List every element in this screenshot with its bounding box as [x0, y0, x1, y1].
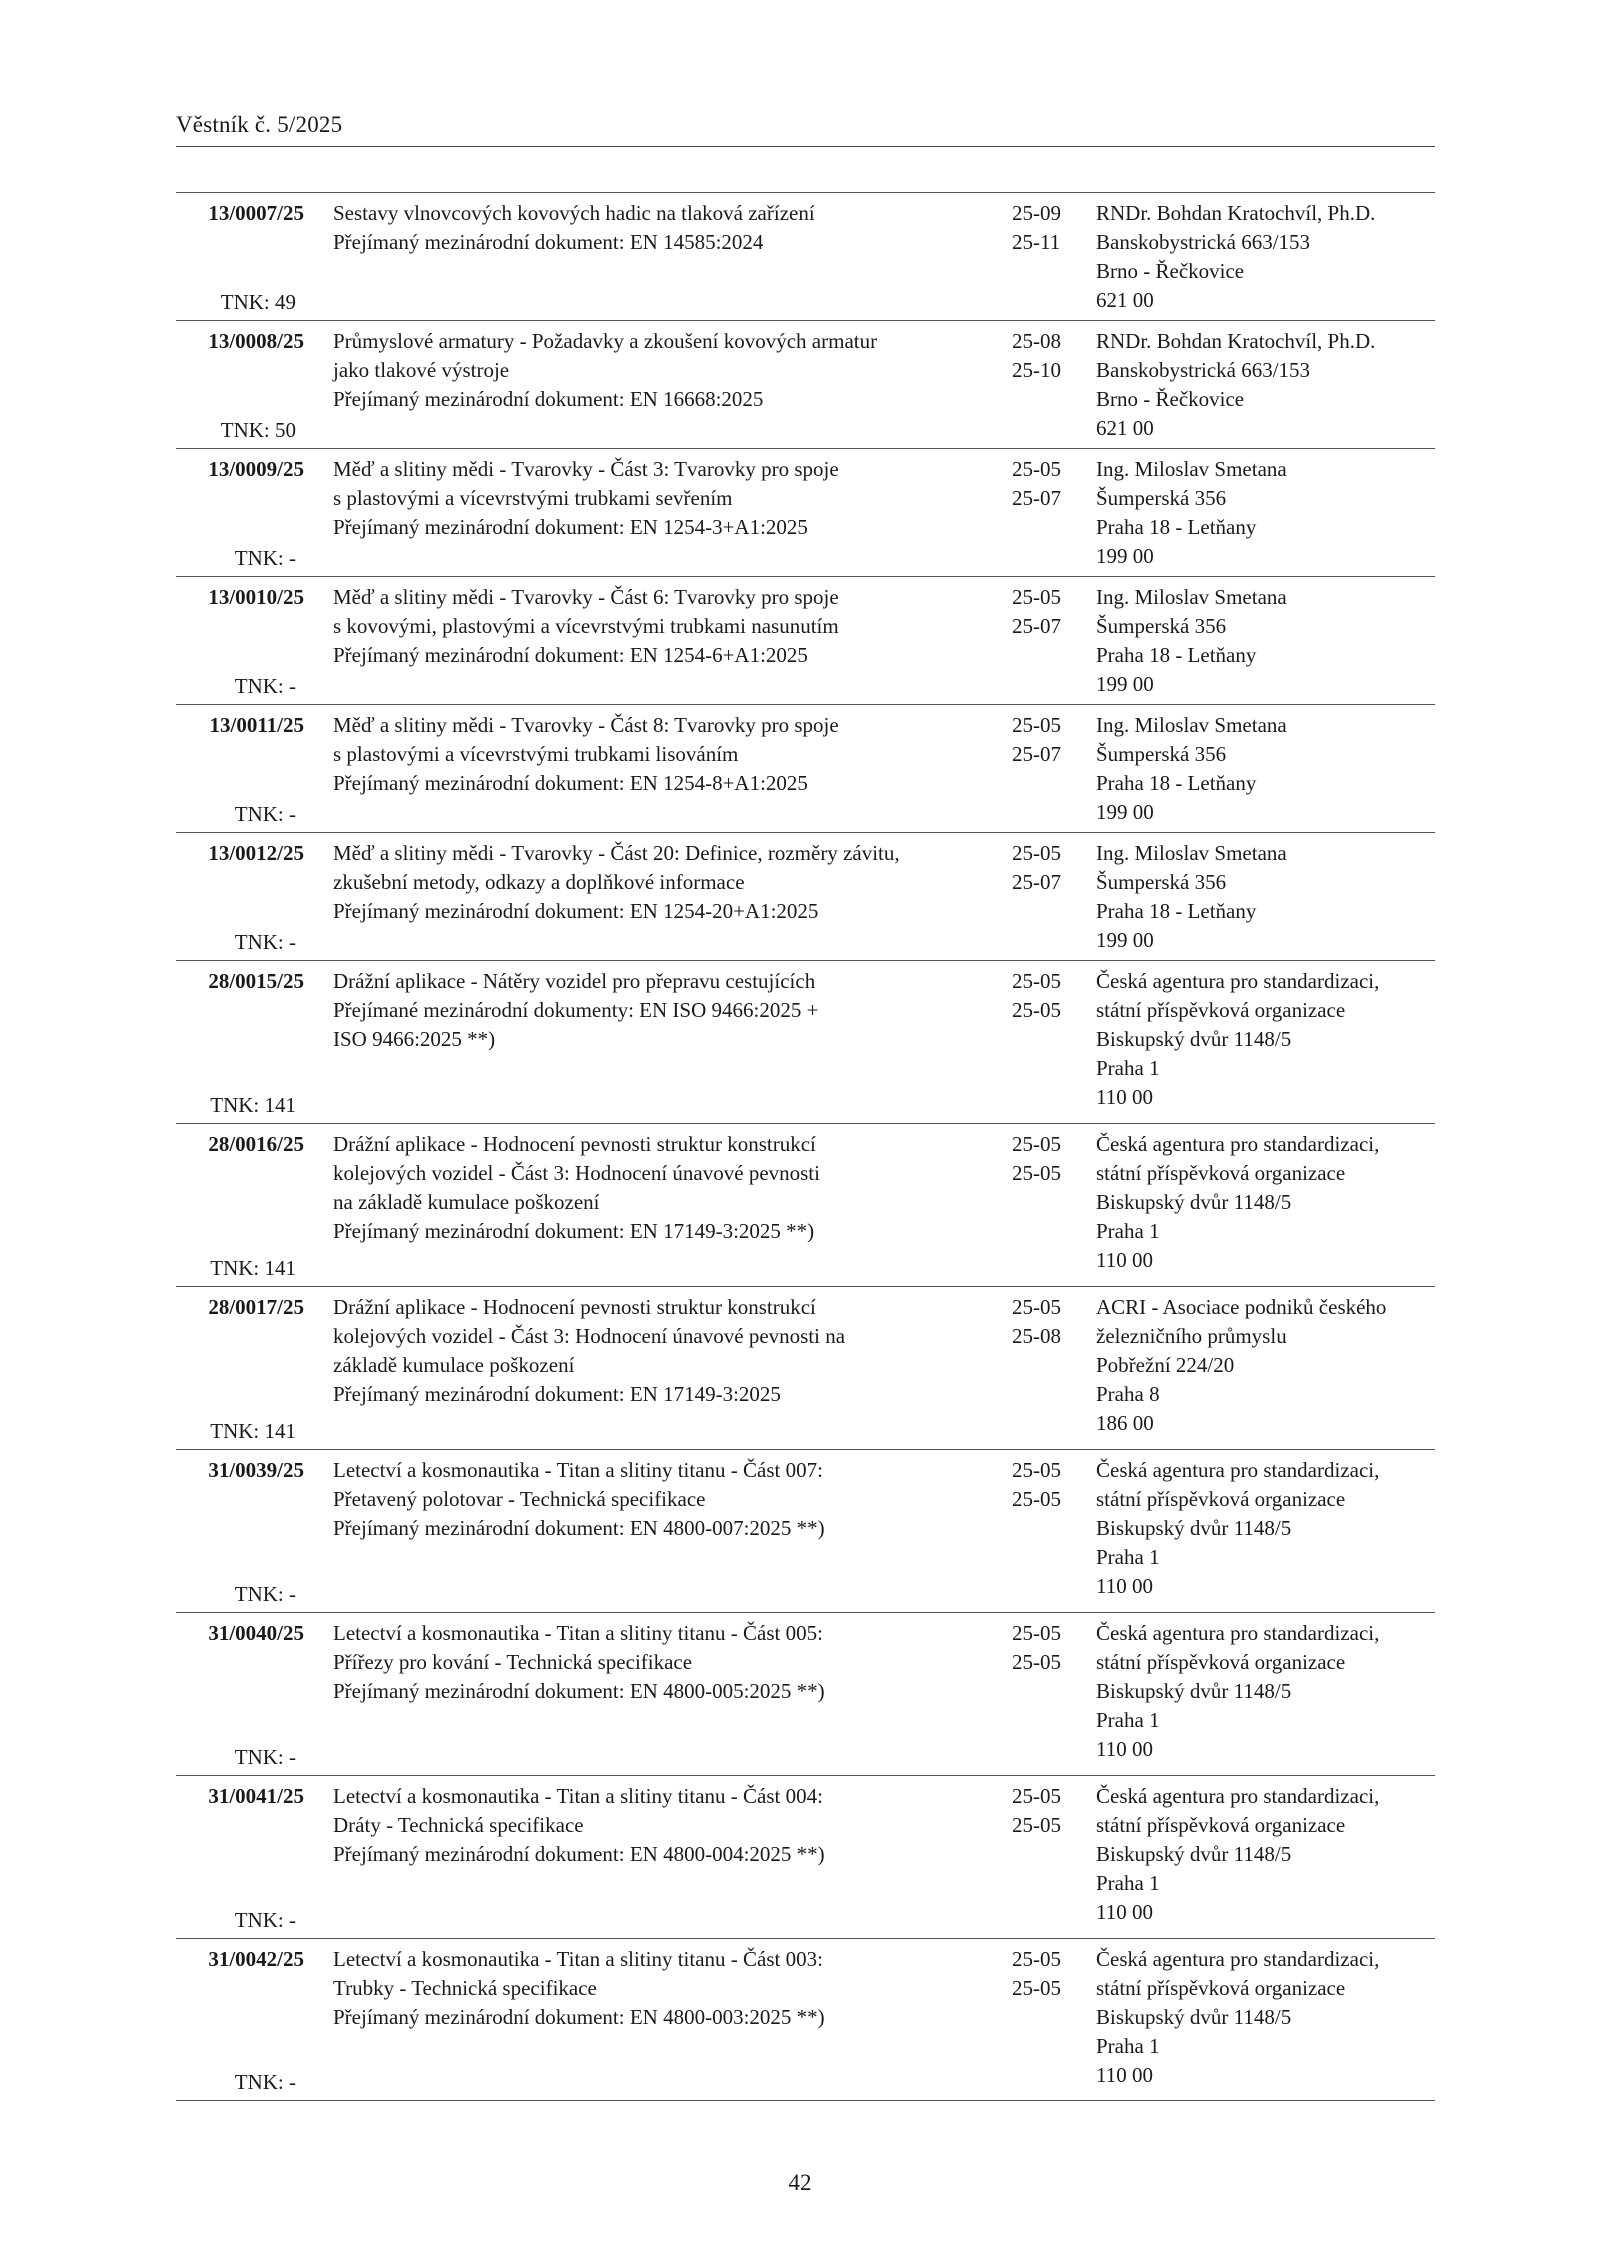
table-row: [176, 1449, 1435, 1612]
entry-tnk: TNK: -: [234, 1908, 296, 1932]
table-row: [176, 704, 1435, 832]
entry-tnk: TNK: 141: [210, 1093, 296, 1117]
entry-processor: Česká agentura pro standardizaci, státní příspěvková organizace Biskupský dvůr 1148/5 Praha 1 110 00: [1096, 1132, 1380, 1272]
entry-title: Měď a slitiny mědi - Tvarovky - Část 3: Tvarovky pro spoje s plastovými a vícevrstvými trubkami sevřením Přejímaný mezinárodní dokument: EN 1254-3+A1:2025: [333, 457, 839, 539]
page-number: 42: [788, 2170, 812, 2195]
entry-dates: 25-05 25-05: [1012, 1784, 1061, 1837]
entry-number: 31/0039/25: [208, 1458, 304, 1482]
entry-tnk: TNK: -: [234, 674, 296, 698]
entry-title: Letectví a kosmonautika - Titan a slitiny titanu - Část 004: Dráty - Technická specifikace Přejímaný mezinárodní dokument: EN 4800-004:2025 **): [333, 1784, 825, 1866]
entry-processor: Ing. Miloslav Smetana Šumperská 356 Praha 18 - Letňany 199 00: [1096, 841, 1287, 952]
entry-number: 13/0009/25: [208, 457, 304, 481]
table-row: [176, 960, 1435, 1123]
entry-number: 13/0012/25: [208, 841, 304, 865]
entry-tnk: TNK: -: [234, 802, 296, 826]
table-row: [176, 1612, 1435, 1775]
entry-title: Sestavy vlnovcových kovových hadic na tlaková zařízení Přejímaný mezinárodní dokument: EN 14585:2024: [333, 201, 815, 254]
entry-number: 13/0010/25: [208, 585, 304, 609]
table-row: [176, 192, 1435, 320]
entry-tnk: TNK: -: [234, 2070, 296, 2094]
table-row: [176, 1938, 1435, 2101]
entry-processor: Ing. Miloslav Smetana Šumperská 356 Praha 18 - Letňany 199 00: [1096, 457, 1287, 568]
entry-number: 13/0007/25: [208, 201, 304, 225]
entry-dates: 25-05 25-08: [1012, 1295, 1061, 1348]
entry-tnk: TNK: -: [234, 1745, 296, 1769]
table-row: [176, 1123, 1435, 1286]
table-row: [176, 1775, 1435, 1938]
entry-dates: 25-09 25-11: [1012, 201, 1061, 254]
entry-dates: 25-05 25-07: [1012, 841, 1061, 894]
table-row: [176, 448, 1435, 576]
entry-dates: 25-05 25-05: [1012, 1621, 1061, 1674]
entry-tnk: TNK: -: [234, 930, 296, 954]
entry-number: 31/0040/25: [208, 1621, 304, 1645]
entry-dates: 25-05 25-07: [1012, 457, 1061, 510]
entry-dates: 25-05 25-05: [1012, 969, 1061, 1022]
entry-title: Měď a slitiny mědi - Tvarovky - Část 8: Tvarovky pro spoje s plastovými a vícevrstvými trubkami lisováním Přejímaný mezinárodní dokument: EN 1254-8+A1:2025: [333, 713, 839, 795]
entry-processor: Česká agentura pro standardizaci, státní příspěvková organizace Biskupský dvůr 1148/5 Praha 1 110 00: [1096, 1784, 1380, 1924]
entry-dates: 25-08 25-10: [1012, 329, 1061, 382]
entry-processor: ACRI - Asociace podniků českého železničního průmyslu Pobřežní 224/20 Praha 8 186 00: [1096, 1295, 1387, 1435]
entry-title: Letectví a kosmonautika - Titan a slitiny titanu - Část 007: Přetavený polotovar - Technická specifikace Přejímaný mezinárodní dokument: EN 4800-007:2025 **): [333, 1458, 825, 1540]
table-row: [176, 1286, 1435, 1449]
entry-dates: 25-05 25-05: [1012, 1132, 1061, 1185]
table-row: [176, 832, 1435, 960]
entry-title: Drážní aplikace - Hodnocení pevnosti struktur konstrukcí kolejových vozidel - Část 3: Hodnocení únavové pevnosti na základě kumulace poškození Přejímaný mezinárodní dokument: EN 17149-3:2025: [333, 1295, 846, 1406]
entry-tnk: TNK: 50: [220, 418, 296, 442]
entry-processor: Česká agentura pro standardizaci, státní příspěvková organizace Biskupský dvůr 1148/5 Praha 1 110 00: [1096, 1621, 1380, 1761]
standards-table: [176, 192, 1435, 2101]
entry-processor: Česká agentura pro standardizaci, státní příspěvková organizace Biskupský dvůr 1148/5 Praha 1 110 00: [1096, 1947, 1380, 2087]
entry-title: Průmyslové armatury - Požadavky a zkoušení kovových armatur jako tlakové výstroje Přejímaný mezinárodní dokument: EN 16668:2025: [333, 329, 878, 411]
entry-number: 28/0015/25: [208, 969, 304, 993]
entry-dates: 25-05 25-07: [1012, 713, 1061, 766]
page-header-title: Věstník č. 5/2025: [176, 112, 343, 137]
entry-dates: 25-05 25-05: [1012, 1458, 1061, 1511]
entry-number: 31/0042/25: [208, 1947, 304, 1971]
entry-tnk: TNK: 49: [220, 290, 296, 314]
entry-number: 31/0041/25: [208, 1784, 304, 1808]
entry-processor: Ing. Miloslav Smetana Šumperská 356 Praha 18 - Letňany 199 00: [1096, 585, 1287, 696]
entry-number: 13/0008/25: [208, 329, 304, 353]
entry-title: Letectví a kosmonautika - Titan a slitiny titanu - Část 005: Přířezy pro kování - Technická specifikace Přejímaný mezinárodní dokument: EN 4800-005:2025 **): [333, 1621, 825, 1703]
header-divider: [176, 146, 1435, 147]
entry-tnk: TNK: -: [234, 546, 296, 570]
entry-title: Letectví a kosmonautika - Titan a slitiny titanu - Část 003: Trubky - Technická specifikace Přejímaný mezinárodní dokument: EN 4800-003:2025 **): [333, 1947, 825, 2029]
entry-title: Drážní aplikace - Nátěry vozidel pro přepravu cestujících Přejímané mezinárodní dokumenty: EN ISO 9466:2025 + ISO 9466:2025 **): [333, 969, 819, 1051]
entry-processor: Ing. Miloslav Smetana Šumperská 356 Praha 18 - Letňany 199 00: [1096, 713, 1287, 824]
entry-tnk: TNK: -: [234, 1582, 296, 1606]
entry-tnk: TNK: 141: [210, 1256, 296, 1280]
entry-title: Měď a slitiny mědi - Tvarovky - Část 20: Definice, rozměry závitu, zkušební metody, odkazy a doplňkové informace Přejímaný mezinárodní dokument: EN 1254-20+A1:2025: [333, 841, 900, 923]
entry-number: 28/0017/25: [208, 1295, 304, 1319]
entry-processor: Česká agentura pro standardizaci, státní příspěvková organizace Biskupský dvůr 1148/5 Praha 1 110 00: [1096, 1458, 1380, 1598]
entry-processor: RNDr. Bohdan Kratochvíl, Ph.D. Banskobystrická 663/153 Brno - Řečkovice 621 00: [1096, 201, 1376, 312]
table-row: [176, 576, 1435, 704]
table-row: [176, 320, 1435, 448]
entry-processor: Česká agentura pro standardizaci, státní příspěvková organizace Biskupský dvůr 1148/5 Praha 1 110 00: [1096, 969, 1380, 1109]
entry-processor: RNDr. Bohdan Kratochvíl, Ph.D. Banskobystrická 663/153 Brno - Řečkovice 621 00: [1096, 329, 1376, 440]
entry-title: Měď a slitiny mědi - Tvarovky - Část 6: Tvarovky pro spoje s kovovými, plastovými a vícevrstvými trubkami nasunutím Přejímaný mezinárodní dokument: EN 1254-6+A1:2025: [333, 585, 839, 667]
entry-title: Drážní aplikace - Hodnocení pevnosti struktur konstrukcí kolejových vozidel - Část 3: Hodnocení únavové pevnosti na základě kumulace poškození Přejímaný mezinárodní dokument: EN 17149-3:2025 **): [333, 1132, 820, 1243]
entry-tnk: TNK: 141: [210, 1419, 296, 1443]
entry-number: 28/0016/25: [208, 1132, 304, 1156]
entry-number: 13/0011/25: [209, 713, 304, 737]
entry-dates: 25-05 25-05: [1012, 1947, 1061, 2000]
entry-dates: 25-05 25-07: [1012, 585, 1061, 638]
